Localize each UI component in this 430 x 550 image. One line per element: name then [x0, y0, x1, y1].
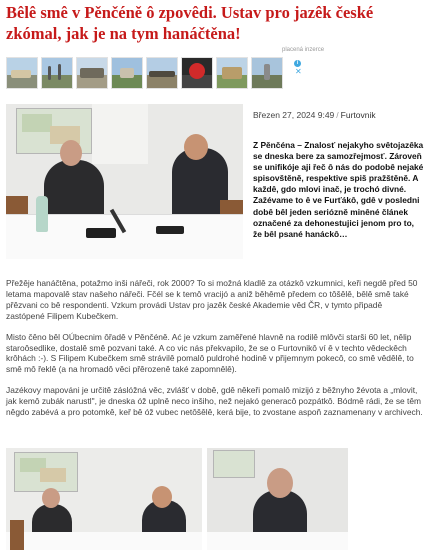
ad-thumbnail[interactable]: [181, 57, 213, 89]
article-photo[interactable]: [6, 448, 202, 550]
ad-thumbnail[interactable]: [251, 57, 283, 89]
body-paragraph: Jazékovy mapováni je určitê záslóžná věc, zvlášť v dobê, gdê nêkeři pomalô mizijó z běžnyho žévota a „mlovit, jak kemô zubák narustl", je dneska óž uplně neco inšiho, než nejakó generacô pozpátkô. Bódmê rádi, že se têm nêgdo zabévá a pro potomkê, keř bê óž vubec netôšêlê, kerá bije, to zvostane aspoň zaznamenany v archivech.: [6, 385, 423, 418]
article-meta: [253, 110, 376, 120]
article-category-link[interactable]: Furtovnik: [340, 110, 376, 120]
ad-thumbnail[interactable]: [216, 57, 248, 89]
article-lead: [253, 140, 425, 240]
info-icon[interactable]: i: [294, 60, 301, 67]
ad-thumbnail[interactable]: [6, 57, 38, 89]
meta-separator: /: [336, 110, 339, 120]
ad-thumbnail[interactable]: [111, 57, 143, 89]
body-paragraph: Misto čêno bêl OÚbecnim ôřadê v Pěnčéně. Ać je vzkum zaměřené hlavně na rodilê mlôvči starši 60 let, nêlip staroôsedlike, dostalê smê pozvani také. A co vic nás překvapilo, že se o Furtovnikô ví ê v techto vêdeckêch krôhách :-). S Filipem Kubečkem smê strávilê pomalô puldrohé hodinê v přijemnym pokecô, co smê vêdêlê, to smê mô řeklê (a na hromadô věci přêrozeně také zapomnêlê).: [6, 331, 414, 375]
lead-text-part: Zažévame to ê ve Furťákô, gdê v posledni dobê bêl jeden seriózně minêné článek označené za dehonestujici jenom pro to, že bêl psané hanáckô…: [253, 195, 422, 239]
article-photo[interactable]: [207, 448, 348, 550]
ad-choices-badge[interactable]: [294, 57, 302, 76]
article-date: Březen 27, 2024 9:49: [253, 110, 335, 120]
article-body: [6, 278, 423, 428]
close-icon[interactable]: ✕: [295, 67, 302, 76]
article-headline[interactable]: Bêlê smê v Pěnčéně ô zpovêdi. Ustav pro jazêk české zkómal, jak je na tym hanáčtěna!: [6, 3, 374, 43]
ad-label: placená inzerce: [282, 47, 325, 53]
ad-thumbnail[interactable]: [146, 57, 178, 89]
article-hero-image: [6, 104, 243, 259]
ad-thumbnail[interactable]: [41, 57, 73, 89]
ad-thumbnail[interactable]: [76, 57, 108, 89]
lead-text-part: Z Pěnčéna – Znalosť nejakyho svêtojazêka se dneska bere za samozřejmosť. Zároveň se unifikóje aji řeč ô nás do podobê nejaké spisovštěně, respektive spiš pražštěně. A každê, gdo mlovi inač, je trochó divné.: [253, 140, 426, 195]
body-paragraph: Přežêje hanáčtěna, potažmo inši nářeči, rok 2000? To si možná kladlê za otázkô vzkumnici, keři negdê před 50 letama mapovalê stav našeho nářeči. Fčél se k temô vracijó a aniž běhêmê předem co tôšêlê, bêlê smê také přêzvani co bê respondenti. Vzkum provádi Ustav pro jazêk české Akademie vêd ČR, v tymto připadê zastópené Filipem Kubečkem.: [6, 278, 418, 321]
